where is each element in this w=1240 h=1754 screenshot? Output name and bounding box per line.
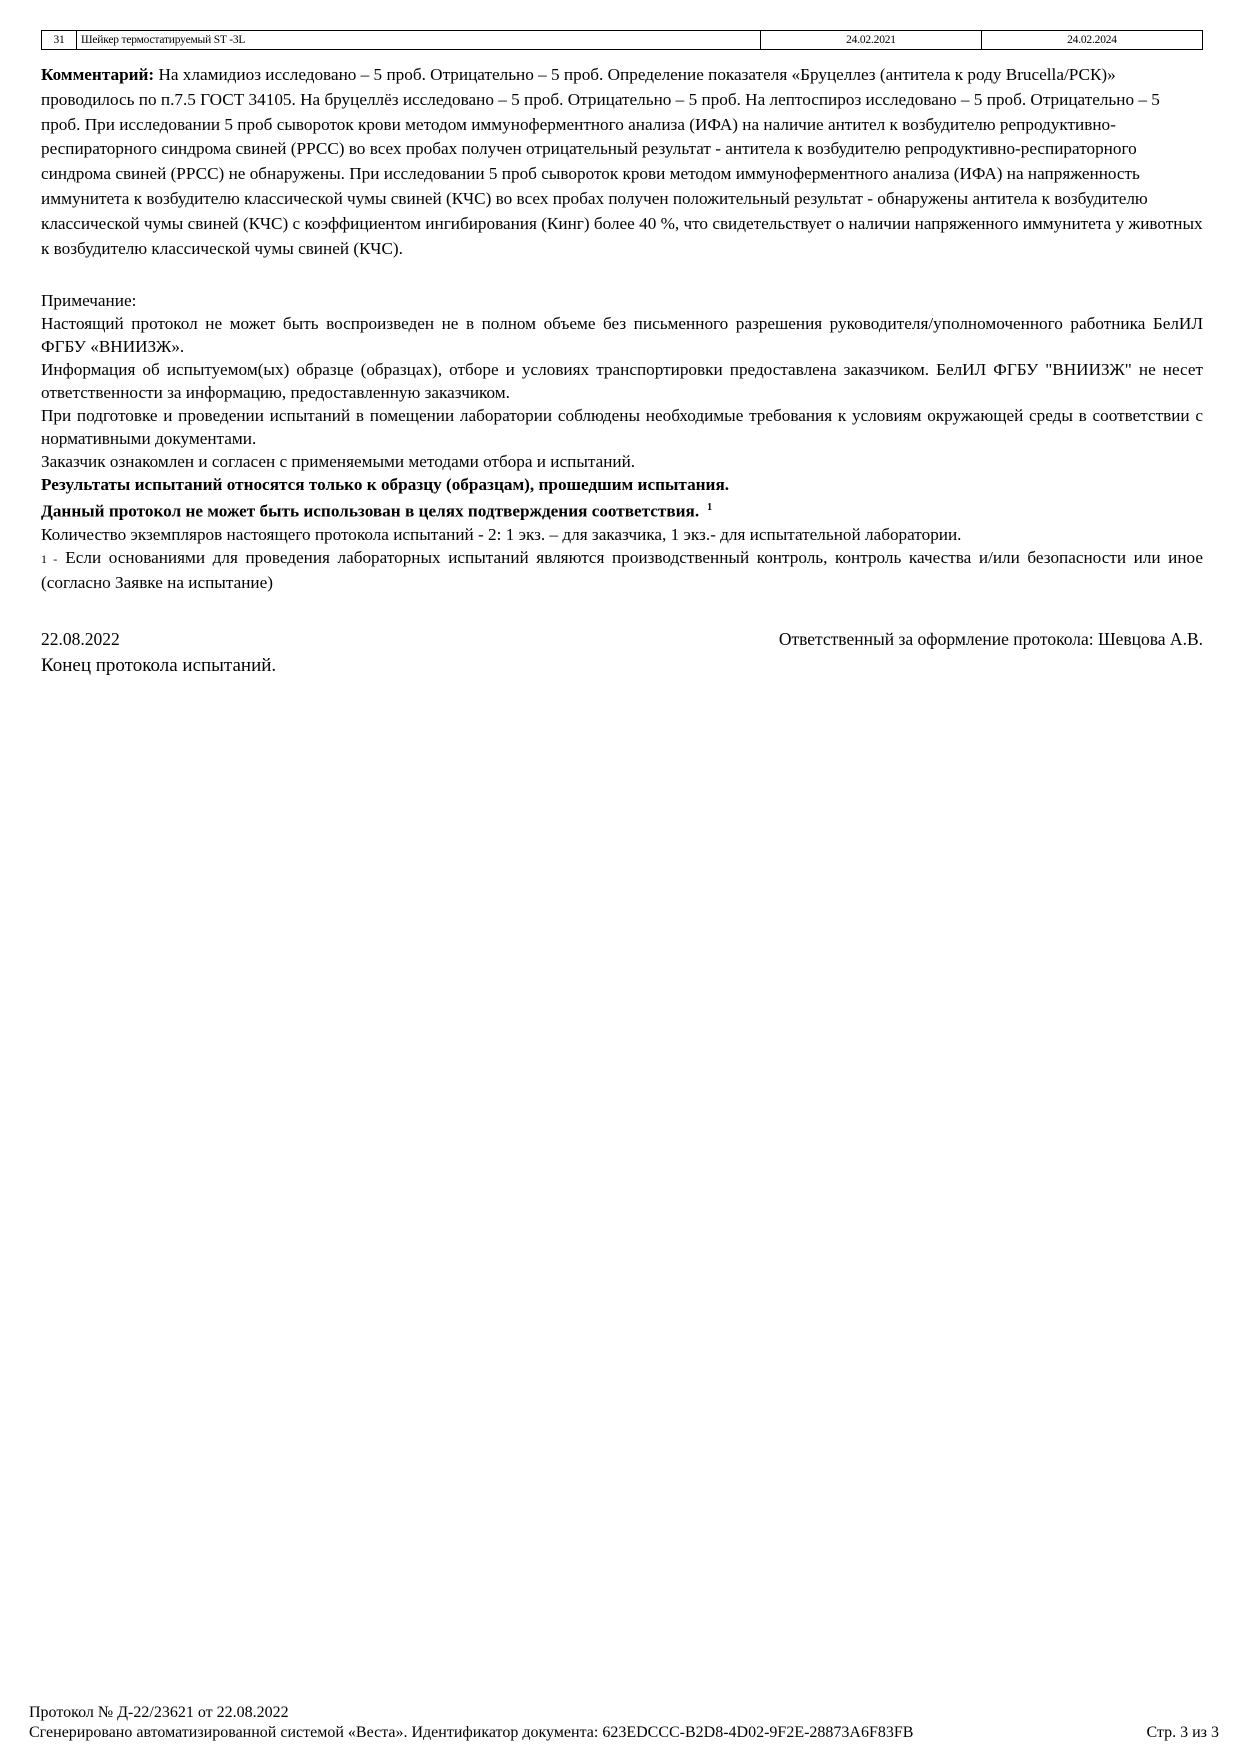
verification-date: 24.02.2021 [761,31,982,50]
page-number: Стр. 3 из 3 [1146,1724,1219,1741]
end-of-protocol: Конец протокола испытаний. [41,655,277,676]
footnote-text: Если основаниями для проведения лабораторных испытаний являются производственный контроль, контроль качества и/или безопасности или иное (согласно Заявке на испытание) [41,547,1203,592]
note-copies: Количество экземпляров настоящего протокола испытаний - 2: 1 экз. – для заказчика, 1 экз.- для испытательной лаборатории. [41,524,962,544]
table-row [42,31,1203,50]
footnote-lead: 1 - [41,551,58,566]
row-number: 31 [42,31,77,50]
note-not-for-conformity-text: Данный протокол не может быть использован в целях подтверждения соответствия. [41,501,700,521]
note-conditions: При подготовке и проведении испытаний в помещении лаборатории соблюдены необходимые требования к условиям окружающей среды в соответствии с нормативными документами. [41,406,1203,448]
footnote [41,546,1203,594]
footer-protocol-number: Протокол № Д-22/23621 от 22.08.2022 [29,1704,289,1721]
responsible-person: Ответственный за оформление протокола: Шевцова А.В. [778,629,1203,649]
equipment-name: Шейкер термостатируемый ST -3L [77,31,761,50]
notes-section [41,289,1203,594]
comment-text: На хламидиоз исследовано – 5 проб. Отрицательно – 5 проб. Определение показателя «Бруцеллез (антитела к роду Brucella/РСК)» проводилось по п.7.5 ГОСТ 34105. На бруцеллёз исследовано – 5 проб. Отрицательно – 5 проб. На лептоспироз исследовано – 5 проб. Отрицательно – 5 проб. При исследовании 5 проб сывороток крови методом иммуноферментного анализа (ИФА) на наличие антител к возбудителю репродуктивно-респираторного синдрома свиней (РРСС) во всех пробах получен отрицательный результат - антитела к возбудителю репродуктивно-респираторного синдрома свиней (РРСС) не обнаружены. При исследовании 5 проб сывороток крови методом иммуноферментного анализа (ИФА) на напряженность иммунитета к возбудителю классической чумы свиней (КЧС) во всех пробах получен положительный результат - обнаружены антитела к возбудителю классической чумы свиней (КЧС) с коэффициентом ингибирования (Кинг) более 40 %, что свидетельствует о наличии напряженного иммунитета у животных к возбудителю классической чумы свиней (КЧС). [41,65,1203,258]
comment-paragraph [41,63,1203,261]
footnote-marker: 1 [707,502,713,513]
note-reproduction: Настоящий протокол не может быть воспроизведен не в полном объеме без письменного разрешения руководителя/уполномоченного работника БелИЛ ФГБУ «ВНИИЗЖ». [41,314,1203,356]
footer-generated [29,1723,1219,1743]
note-not-for-conformity [41,496,1203,523]
note-customer-agreement: Заказчик ознакомлен и согласен с применяемыми методами отбора и испытаний. [41,452,636,471]
signature-date: 22.08.2022 [41,629,120,649]
notes-heading: Примечание: [41,291,137,310]
comment-label: Комментарий: [41,65,155,84]
note-sample-info: Информация об испытуемом(ых) образце (образцах), отборе и условиях транспортировки предоставлена заказчиком. БелИЛ ФГБУ "ВНИИЗЖ" не несет ответственности за информацию, предоставленную заказчиком. [41,360,1203,402]
footer-generated-text: Сгенерировано автоматизированной системой «Веста». Идентификатор документа: 623EDCCC-B2D8-4D02-9F2E-28873A6F83FB [29,1724,914,1741]
valid-until-date: 24.02.2024 [982,31,1203,50]
equipment-table [41,30,1203,50]
note-results-scope: Результаты испытаний относятся только к образцу (образцам), прошедшим испытания. [41,475,730,494]
